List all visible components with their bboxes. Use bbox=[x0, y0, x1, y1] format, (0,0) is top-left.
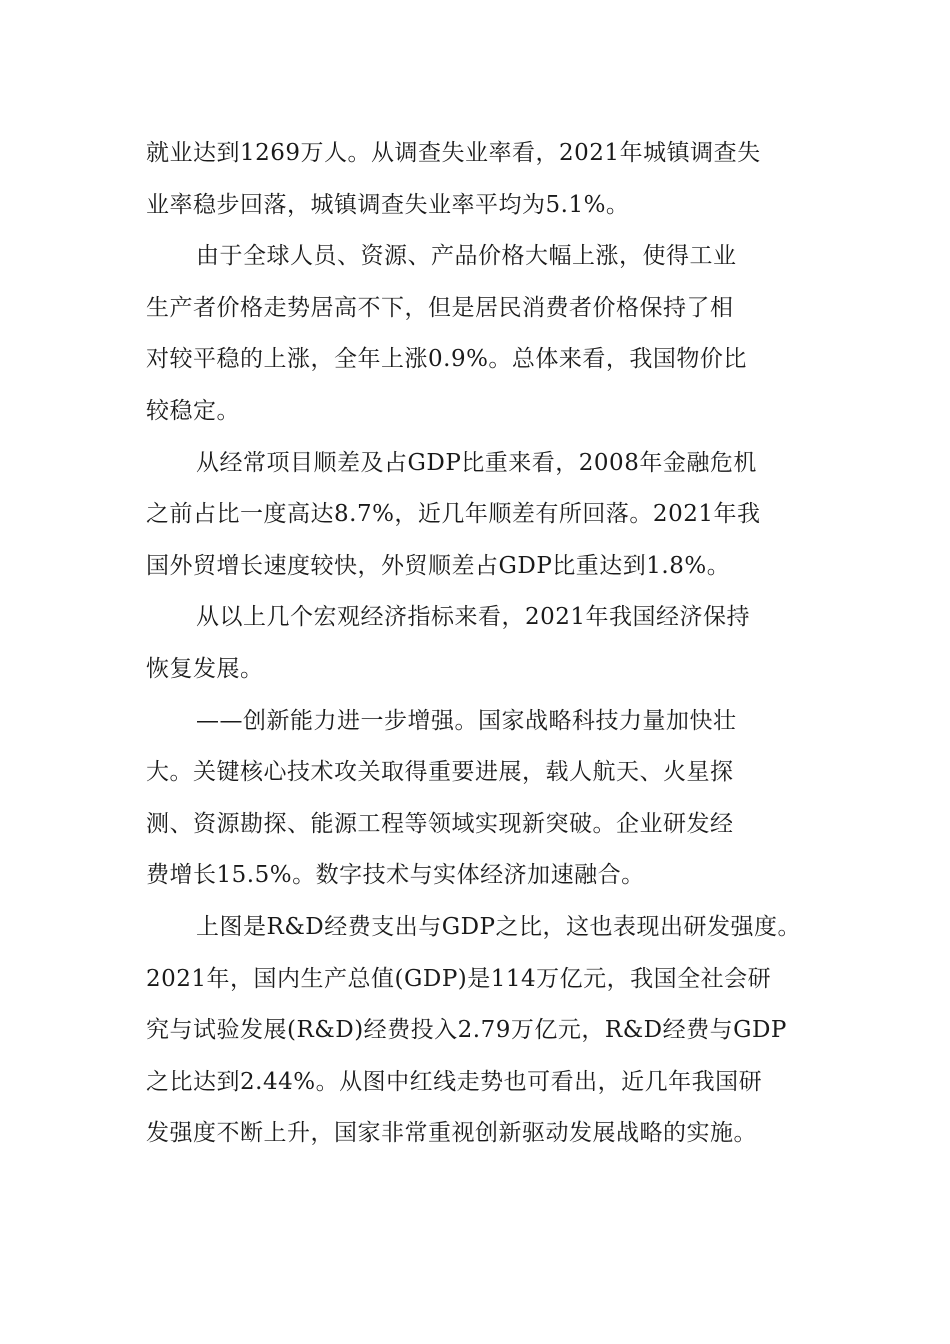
text-line: 大。关键核心技术攻关取得重要进展，载人航天、火星探 bbox=[146, 759, 734, 786]
text-line: 之比达到2.44%。从图中红线走势也可看出，近几年我国研 bbox=[146, 1068, 763, 1095]
text-line: 之前占比一度高达8.7%，近几年顺差有所回落。2021年我 bbox=[146, 501, 761, 528]
text-line: 生产者价格走势居高不下，但是居民消费者价格保持了相 bbox=[146, 294, 734, 321]
text-line: 2021年，国内生产总值(GDP)是114万亿元，我国全社会研 bbox=[146, 965, 772, 992]
paragraph-start-line: 上图是R&D经费支出与GDP之比，这也表现出研发强度。 bbox=[196, 913, 802, 940]
text-line: 较稳定。 bbox=[146, 397, 240, 424]
text-line: 国外贸增长速度较快，外贸顺差占GDP比重达到1.8%。 bbox=[146, 552, 731, 579]
paragraph-start-line: ——创新能力进一步增强。国家战略科技力量加快壮 bbox=[196, 707, 737, 734]
text-line: 对较平稳的上涨，全年上涨0.9%。总体来看，我国物价比 bbox=[146, 346, 747, 373]
paragraph-start-line: 从经常项目顺差及占GDP比重来看，2008年金融危机 bbox=[196, 449, 757, 476]
text-line: 发强度不断上升，国家非常重视创新驱动发展战略的实施。 bbox=[146, 1120, 757, 1147]
text-line: 费增长15.5%。数字技术与实体经济加速融合。 bbox=[146, 862, 645, 889]
text-line: 就业达到1269万人。从调查失业率看，2021年城镇调查失 bbox=[146, 140, 761, 166]
paragraph-start-line: 由于全球人员、资源、产品价格大幅上涨，使得工业 bbox=[196, 243, 737, 270]
text-line: 究与试验发展(R&D)经费投入2.79万亿元，R&D经费与GDP bbox=[146, 1017, 787, 1044]
text-line: 恢复发展。 bbox=[146, 655, 264, 682]
document-body bbox=[146, 128, 826, 1160]
paragraph-start-line: 从以上几个宏观经济指标来看，2021年我国经济保持 bbox=[196, 604, 751, 631]
text-line: 业率稳步回落，城镇调查失业率平均为5.1%。 bbox=[146, 191, 630, 218]
text-line: 测、资源勘探、能源工程等领域实现新突破。企业研发经 bbox=[146, 810, 734, 837]
